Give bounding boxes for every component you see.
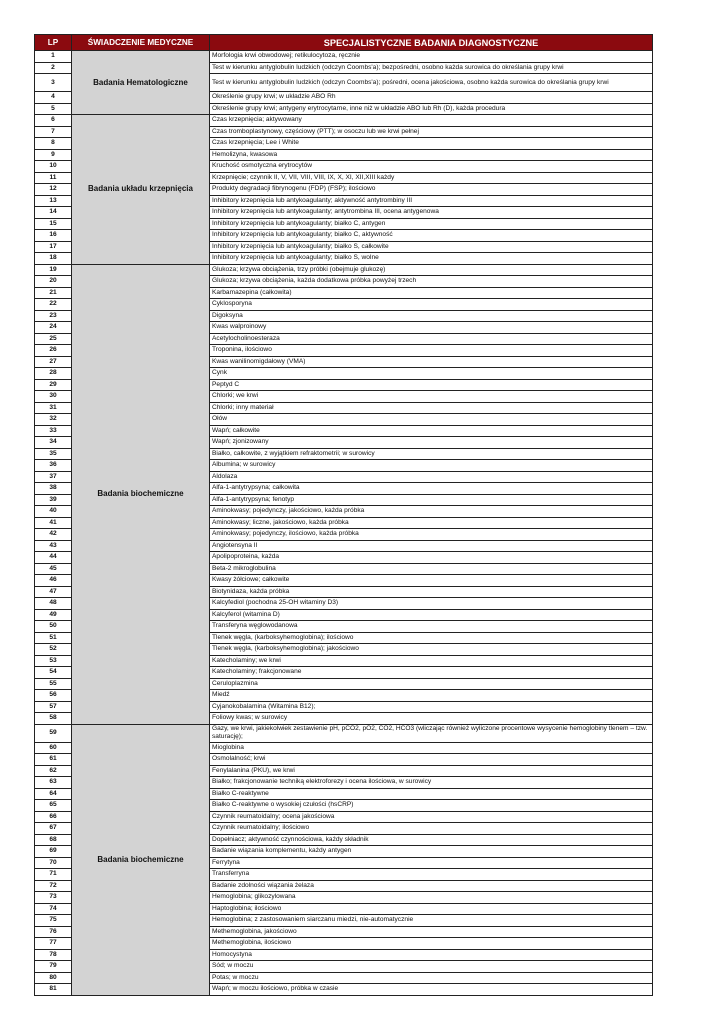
row-test-name: Kalcyfediol (pochodna 25-OH witaminy D3)	[210, 598, 653, 610]
row-test-name: Chlorki; we krwi	[210, 391, 653, 403]
row-lp: 38	[35, 483, 72, 495]
row-test-name: Albumina; w surowicy	[210, 460, 653, 472]
row-test-name: Potas; w moczu	[210, 972, 653, 984]
row-test-name: Czynnik reumatoidalny; ocena jakościowa	[210, 811, 653, 823]
row-test-name: Cynk	[210, 368, 653, 380]
row-test-name: Karbamazepina (całkowita)	[210, 287, 653, 299]
row-test-name: Wapń; całkowite	[210, 425, 653, 437]
row-lp: 66	[35, 811, 72, 823]
row-test-name: Foliowy kwas; w surowicy	[210, 713, 653, 725]
row-test-name: Badanie zdolności wiązania żelaza	[210, 880, 653, 892]
row-test-name: Acetylocholinoesteraza	[210, 333, 653, 345]
row-test-name: Osmolalność; krwi	[210, 754, 653, 766]
row-lp: 76	[35, 926, 72, 938]
row-test-name: Krzepnięcie; czynnik II, V, VII, VIII, VIII, IX, X, XI, XII,XIII każdy	[210, 172, 653, 184]
row-test-name: Beta-2 mikroglobulina	[210, 563, 653, 575]
row-lp: 64	[35, 788, 72, 800]
row-test-name: Inhibitory krzepnięcia lub antykoagulanty; białko C, antygen	[210, 218, 653, 230]
row-lp: 46	[35, 575, 72, 587]
table-header-row	[35, 35, 653, 51]
service-group: Badania układu krzepnięcia	[72, 115, 210, 265]
row-test-name: Digoksyna	[210, 310, 653, 322]
row-lp: 6	[35, 115, 72, 127]
service-group: Badania biochemiczne	[72, 724, 210, 995]
row-test-name: Aminokwasy; pojedynczy, ilościowo, każda próbka	[210, 529, 653, 541]
row-lp: 17	[35, 241, 72, 253]
row-lp: 62	[35, 765, 72, 777]
service-group: Badania Hematologiczne	[72, 51, 210, 115]
row-test-name: Kwas wanilinomigdałowy (VMA)	[210, 356, 653, 368]
row-lp: 77	[35, 938, 72, 950]
row-lp: 68	[35, 834, 72, 846]
row-lp: 18	[35, 253, 72, 265]
row-lp: 7	[35, 126, 72, 138]
row-lp: 50	[35, 621, 72, 633]
row-lp: 8	[35, 138, 72, 150]
row-test-name: Alfa-1-antytrypsyna; całkowita	[210, 483, 653, 495]
row-lp: 61	[35, 754, 72, 766]
row-test-name: Dopełniacz; aktywność czynnościowa, każdy składnik	[210, 834, 653, 846]
row-test-name: Określenie grupy krwi; antygeny erytrocytarne, inne niż w układzie ABO lub Rh (D), każda procedura	[210, 103, 653, 115]
row-lp: 58	[35, 713, 72, 725]
row-test-name: Methemoglobina, ilościowo	[210, 938, 653, 950]
row-lp: 31	[35, 402, 72, 414]
row-lp: 20	[35, 276, 72, 288]
row-test-name: Katecholaminy; frakcjonowane	[210, 667, 653, 679]
row-lp: 55	[35, 678, 72, 690]
table-row	[35, 724, 653, 742]
row-test-name: Produkty degradacji fibrynogenu (FDP) (FSP); ilościowo	[210, 184, 653, 196]
row-test-name: Białko; frakcjonowanie techniką elektroforezy i ocena ilościowa, w surowicy	[210, 777, 653, 789]
row-test-name: Hemoglobina; glikozylowana	[210, 892, 653, 904]
row-test-name: Białko C-reaktywne	[210, 788, 653, 800]
row-lp: 10	[35, 161, 72, 173]
row-lp: 11	[35, 172, 72, 184]
row-lp: 69	[35, 846, 72, 858]
row-test-name: Test w kierunku antyglobulin ludzkich (odczyn Coombs'a); bezpośredni, osobno każda surowica do określania grupy krwi	[210, 62, 653, 74]
row-lp: 15	[35, 218, 72, 230]
row-test-name: Białko, całkowite, z wyjątkiem refraktometrii; w surowicy	[210, 448, 653, 460]
row-lp: 32	[35, 414, 72, 426]
row-test-name: Czas krzepnięcia; aktywowany	[210, 115, 653, 127]
row-lp: 1	[35, 51, 72, 63]
table-row	[35, 264, 653, 276]
row-lp: 27	[35, 356, 72, 368]
row-test-name: Morfologia krwi obwodowej; retikulocytoza, ręcznie	[210, 51, 653, 63]
row-lp: 47	[35, 586, 72, 598]
row-test-name: Inhibitory krzepnięcia lub antykoagulanty; białko S, wolne	[210, 253, 653, 265]
row-test-name: Czynnik reumatoidalny; ilościowo	[210, 823, 653, 835]
row-test-name: Kruchość osmotyczna erytrocytów	[210, 161, 653, 173]
row-lp: 39	[35, 494, 72, 506]
row-lp: 19	[35, 264, 72, 276]
row-lp: 21	[35, 287, 72, 299]
row-test-name: Tlenek węgla, (karboksyhemoglobina); ilościowo	[210, 632, 653, 644]
row-lp: 23	[35, 310, 72, 322]
row-test-name: Glukoza; krzywa obciążenia, każda dodatkowa próbka powyżej trzech	[210, 276, 653, 288]
row-lp: 49	[35, 609, 72, 621]
row-lp: 14	[35, 207, 72, 219]
service-group: Badania biochemiczne	[72, 264, 210, 724]
row-test-name: Wapń; w moczu ilościowo, próbka w czasie	[210, 984, 653, 996]
row-lp: 63	[35, 777, 72, 789]
row-test-name: Inhibitory krzepnięcia lub antykoagulanty; aktywność antytrombiny III	[210, 195, 653, 207]
row-lp: 48	[35, 598, 72, 610]
table-row	[35, 51, 653, 63]
row-test-name: Określenie grupy krwi; w układzie ABO Rh	[210, 92, 653, 104]
row-lp: 43	[35, 540, 72, 552]
row-lp: 65	[35, 800, 72, 812]
row-test-name: Mioglobina	[210, 742, 653, 754]
row-lp: 42	[35, 529, 72, 541]
row-test-name: Chlorki; inny materiał	[210, 402, 653, 414]
row-test-name: Ceruloplazmina	[210, 678, 653, 690]
row-lp: 70	[35, 857, 72, 869]
row-lp: 22	[35, 299, 72, 311]
header-lp: LP	[35, 35, 72, 51]
row-lp: 40	[35, 506, 72, 518]
row-lp: 35	[35, 448, 72, 460]
row-lp: 78	[35, 949, 72, 961]
row-test-name: Inhibitory krzepnięcia lub antykoagulanty; białko C, aktywność	[210, 230, 653, 242]
row-lp: 2	[35, 62, 72, 74]
row-lp: 26	[35, 345, 72, 357]
row-test-name: Czas tromboplastynowy, częściowy (PTT); w osoczu lub we krwi pełnej	[210, 126, 653, 138]
row-test-name: Gazy, we krwi, jakiekolwiek zestawienie pH, pCO2, pO2, CO2, HCO3 (wliczając również wyliczone procentowe wysycenie hemoglobiny tlenem – tzw. saturację);	[210, 724, 653, 742]
row-test-name: Peptyd C	[210, 379, 653, 391]
row-lp: 44	[35, 552, 72, 564]
row-lp: 59	[35, 724, 72, 742]
row-lp: 30	[35, 391, 72, 403]
row-lp: 25	[35, 333, 72, 345]
row-test-name: Ferrytyna	[210, 857, 653, 869]
row-lp: 81	[35, 984, 72, 996]
row-test-name: Białko C-reaktywne o wysokiej czułości (hsCRP)	[210, 800, 653, 812]
row-lp: 71	[35, 869, 72, 881]
row-test-name: Cyklosporyna	[210, 299, 653, 311]
row-test-name: Katecholaminy; we krwi	[210, 655, 653, 667]
row-test-name: Cyjanokobalamina (Witamina B12);	[210, 701, 653, 713]
row-test-name: Czas krzepnięcia; Lee i White	[210, 138, 653, 150]
row-lp: 12	[35, 184, 72, 196]
row-test-name: Badanie wiązania komplementu, każdy antygen	[210, 846, 653, 858]
row-test-name: Aminokwasy; liczne, jakościowo, każda próbka	[210, 517, 653, 529]
row-test-name: Wapń; zjonizowany	[210, 437, 653, 449]
row-lp: 57	[35, 701, 72, 713]
row-test-name: Hemolizyna, kwasowa	[210, 149, 653, 161]
row-lp: 56	[35, 690, 72, 702]
row-test-name: Apolipoproteina, każda	[210, 552, 653, 564]
row-test-name: Kalcyferol (witamina D)	[210, 609, 653, 621]
row-lp: 67	[35, 823, 72, 835]
row-lp: 24	[35, 322, 72, 334]
row-lp: 13	[35, 195, 72, 207]
row-test-name: Angiotensyna II	[210, 540, 653, 552]
row-lp: 37	[35, 471, 72, 483]
row-test-name: Test w kierunku antyglobulin ludzkich (odczyn Coombs'a); pośredni, ocena jakościowa, osobno każda surowica do określania grupy krwi	[210, 74, 653, 92]
row-lp: 54	[35, 667, 72, 679]
row-lp: 9	[35, 149, 72, 161]
row-test-name: Troponina, ilościowo	[210, 345, 653, 357]
row-test-name: Transferyna węglowodanowa	[210, 621, 653, 633]
row-test-name: Homocystyna	[210, 949, 653, 961]
row-lp: 36	[35, 460, 72, 472]
table-body	[35, 51, 653, 996]
row-lp: 73	[35, 892, 72, 904]
row-lp: 29	[35, 379, 72, 391]
row-test-name: Alfa-1-antytrypsyna; fenotyp	[210, 494, 653, 506]
row-test-name: Haptoglobina; ilościowo	[210, 903, 653, 915]
row-lp: 5	[35, 103, 72, 115]
row-lp: 52	[35, 644, 72, 656]
row-test-name: Sód; w moczu	[210, 961, 653, 973]
row-lp: 34	[35, 437, 72, 449]
row-test-name: Hemoglobina; z zastosowaniem siarczanu miedzi, nie-automatycznie	[210, 915, 653, 927]
row-test-name: Inhibitory krzepnięcia lub antykoagulanty; antytrombina III, ocena antygenowa	[210, 207, 653, 219]
row-test-name: Kwasy żółciowe; całkowite	[210, 575, 653, 587]
row-test-name: Ołów	[210, 414, 653, 426]
row-lp: 79	[35, 961, 72, 973]
row-lp: 3	[35, 74, 72, 92]
row-test-name: Miedź	[210, 690, 653, 702]
row-lp: 74	[35, 903, 72, 915]
row-lp: 45	[35, 563, 72, 575]
row-lp: 80	[35, 972, 72, 984]
row-lp: 16	[35, 230, 72, 242]
row-lp: 75	[35, 915, 72, 927]
row-lp: 53	[35, 655, 72, 667]
row-test-name: Transferryna	[210, 869, 653, 881]
row-lp: 28	[35, 368, 72, 380]
header-service: ŚWIADCZENIE MEDYCZNE	[72, 35, 210, 51]
diagnostics-table	[34, 34, 653, 996]
table-row	[35, 115, 653, 127]
row-test-name: Inhibitory krzepnięcia lub antykoagulanty; białko S, całkowite	[210, 241, 653, 253]
row-test-name: Fenylalanina (PKU), we krwi	[210, 765, 653, 777]
row-lp: 33	[35, 425, 72, 437]
row-test-name: Tlenek węgla, (karboksyhemoglobina); jakościowo	[210, 644, 653, 656]
row-test-name: Biotynidaza, każda próbka	[210, 586, 653, 598]
row-test-name: Kwas walproinowy	[210, 322, 653, 334]
row-test-name: Glukoza; krzywa obciążenia, trzy próbki (obejmuje glukozę)	[210, 264, 653, 276]
row-test-name: Aldolaza	[210, 471, 653, 483]
row-lp: 4	[35, 92, 72, 104]
row-test-name: Aminokwasy; pojedynczy, jakościowo, każda próbka	[210, 506, 653, 518]
row-lp: 60	[35, 742, 72, 754]
row-lp: 41	[35, 517, 72, 529]
header-tests: SPECJALISTYCZNE BADANIA DIAGNOSTYCZNE	[210, 35, 653, 51]
row-lp: 51	[35, 632, 72, 644]
row-lp: 72	[35, 880, 72, 892]
row-test-name: Methemoglobina, jakościowo	[210, 926, 653, 938]
